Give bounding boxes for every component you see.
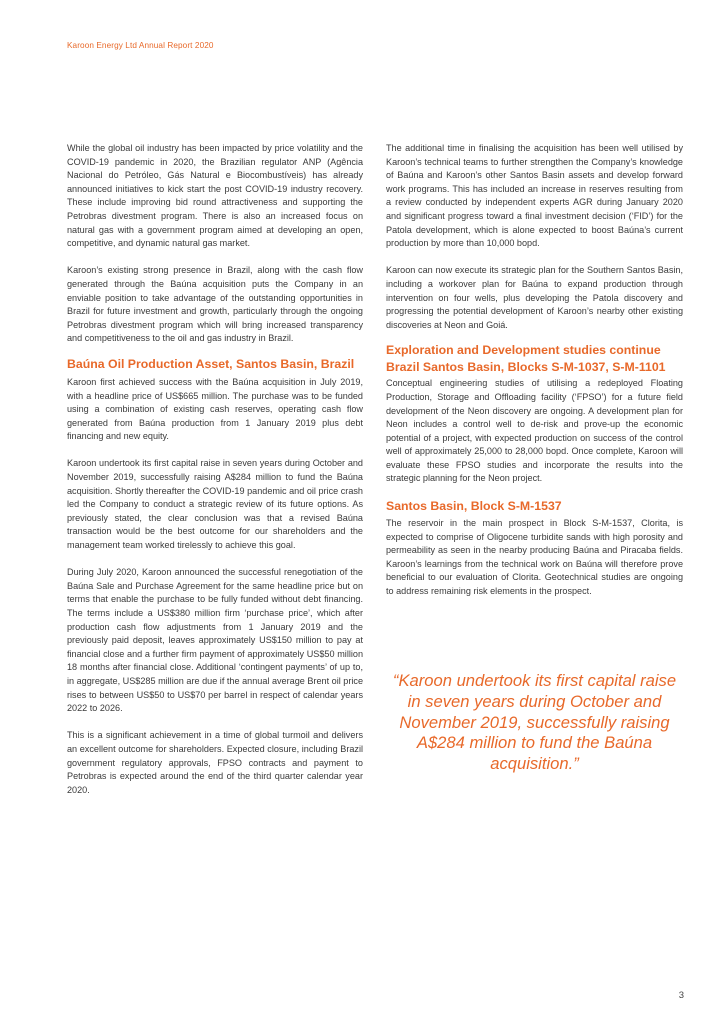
exploration-paragraph: Conceptual engineering studies of utilising a redeployed Floating Production, Storage and Offloading facility (‘FPSO’) for a future field development of the Neon discovery are ongoing. A development plan for Neon includes a control well to de-risk and prove-up the economic potential of a project, with expected production on success of the control well of approximately 25,000 to 28,000 bopd. Once complete, Karoon will evaluate these FPSO studies and incorporate the results into the strategic planning for the Neon project.	[386, 378, 683, 484]
right-paragraph-1: The additional time in finalising the acquisition has been well utilised by Karoon’s technical teams to further strengthen the Company’s knowledge of Baúna and Karoon’s other Santos Basin assets and develop forward work programs. This has included an increase in reserves resulting from a review conducted by independent experts AGR during January 2020 and significant progress toward a final investment decision (‘FID’) for the Patola development, which is alone expected to boost Baúna’s current production by more than 10,000 bopd.	[386, 143, 683, 249]
bauna-paragraph-2: Karoon undertook its first capital raise in seven years during October and November 2019, successfully raising A$284 million to fund the Baúna acquisition. Shortly thereafter the COVID-19 pandemic and oil price crash led the Company to conduct a strategic review of its future options. As previously stated, the clear conclusion was that a revised Baúna transaction would be the best outcome for our shareholders and the management team worked tirelessly to achieve this goal.	[67, 458, 363, 551]
intro-paragraph-1: While the global oil industry has been impacted by price volatility and the COVID-19 pandemic in 2020, the Brazilian regulator ANP (Agência Nacional do Petróleo, Gás Natural e Biocombustíveis) has already announced initiatives to kick start the post COVID-19 industry recovery. These include improving bid round attractiveness and supporting the Petrobras divestment program. There is also an increased focus on natural gas with a government program aimed at developing an open, competitive, and dynamic natural gas market.	[67, 143, 363, 249]
s1537-paragraph: The reservoir in the main prospect in Block S-M-1537, Clorita, is expected to comprise of Oligocene turbidite sands with high porosity and permeability as seen in the nearby producing Baúna and Piracaba fields. Karoon’s learnings from the technical work on Baúna will therefore prove beneficial to our evaluation of Clorita. Geotechnical studies are ongoing to address remaining risk elements in the prospect.	[386, 518, 683, 597]
left-column	[67, 142, 363, 797]
bauna-paragraph-3: During July 2020, Karoon announced the successful renegotiation of the Baúna Sale and Purchase Agreement for the same headline price but on terms that enable the purchase to be fully funded without debt financing. The terms include a US$380 million firm ‘purchase price’, which after production cash flow adjustments from 1 January 2019 and the previously paid deposit, leaves approximately US$150 million to pay at financial close and a further firm payment of approximately US$50 million 18 months after financial close. Additional ‘contingent payments’ of up to, in aggregate, US$285 million are due if the annual average Brent oil price rises to between US$50 to US$70 per barrel in respect of calendar years 2022 to 2026.	[67, 567, 363, 714]
right-paragraph-2: Karoon can now execute its strategic plan for the Southern Santos Basin, including a workover plan for Baúna to expand production through intervention on four wells, plus developing the Patola discovery and progressing the potential development of Karoon’s nearby other existing discoveries at Neon and Goiá.	[386, 265, 683, 330]
exploration-heading-line-2: Brazil Santos Basin, Blocks S-M-1037, S-M-1101	[386, 360, 666, 375]
s1537-section-heading: Santos Basin, Block S-M-1537	[386, 499, 562, 514]
pull-quote: “Karoon undertook its first capital raise in seven years during October and November 2019, successfully raising A$284 million to fund the Baúna acquisition.”	[392, 671, 677, 774]
bauna-paragraph-1: Karoon first achieved success with the Baúna acquisition in July 2019, with a headline price of US$665 million. The purchase was to be funded using a combination of existing cash reserves, operating cash flow generated from Baúna production from 1 January 2019 plus debt financing and new equity.	[67, 376, 363, 442]
bauna-paragraph-4: This is a significant achievement in a time of global turmoil and delivers an excellent outcome for shareholders. Expected closure, including Brazil government regulatory approvals, FPSO contracts and payment to Petrobras is expected around the end of the third quarter calendar year 2020.	[67, 730, 363, 795]
intro-paragraph-2: Karoon’s existing strong presence in Brazil, along with the cash flow generated through the Baúna acquisition puts the Company in an enviable position to take advantage of the outstanding opportunities in Brazil for future investment and growth, particularly through the ongoing Petrobras divestment program which will bring increased transparency and competitiveness to the oil and gas industry in Brazil.	[67, 265, 363, 344]
page-number: 3	[678, 990, 684, 1001]
bauna-section-heading: Baúna Oil Production Asset, Santos Basin, Brazil	[67, 356, 355, 371]
exploration-heading-line-1: Exploration and Development studies continue	[386, 343, 661, 358]
running-header: Karoon Energy Ltd Annual Report 2020	[67, 41, 214, 50]
right-column	[386, 142, 683, 599]
